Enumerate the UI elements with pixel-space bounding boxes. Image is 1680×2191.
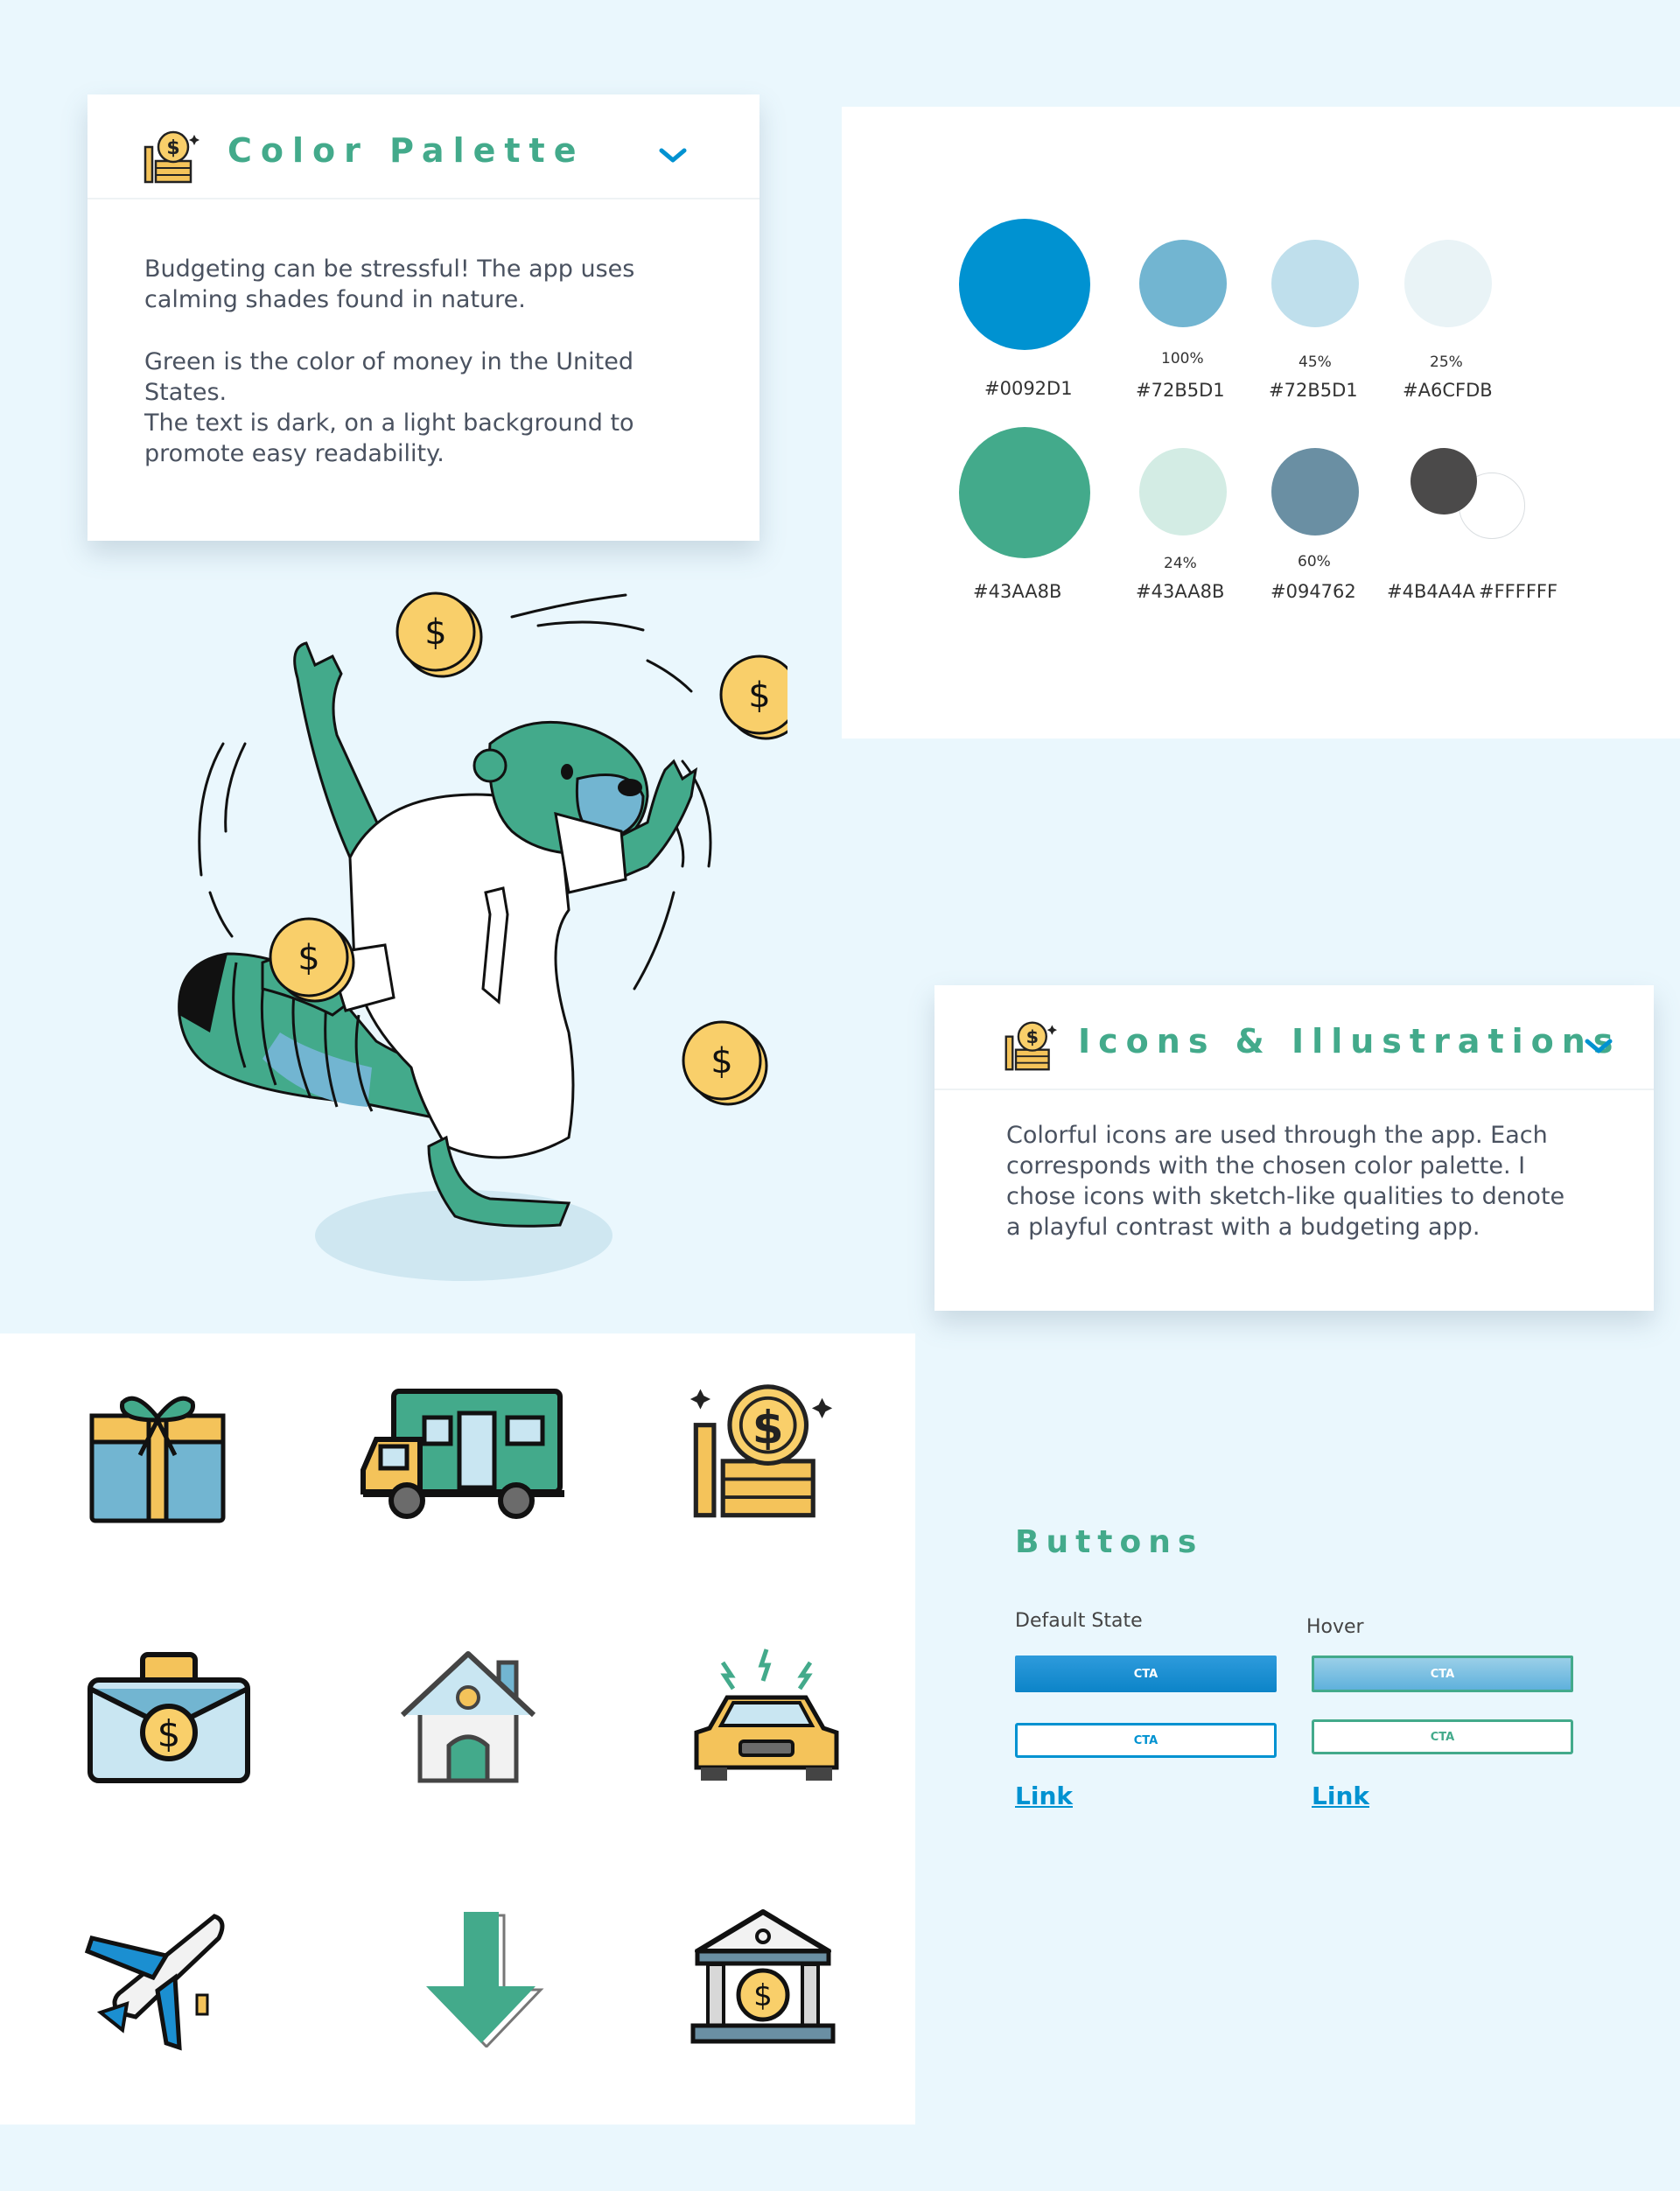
svg-text:$: $ (1026, 1026, 1040, 1048)
icons-paragraph: Colorful icons are used through the app. Each corresponds with the chosen color palette. I chose icons with sketch-like qualities to denote a playful contrast with a budgeting app. (1006, 1122, 1565, 1241)
palette-paragraph-2: Green is the color of money in the United States. (144, 348, 634, 406)
coin-stack-icon (1003, 1018, 1057, 1073)
swatch-label: #0092D1 (984, 378, 1073, 399)
swatch-label: #43AA8B (973, 581, 1062, 602)
swatch-dark-gray (1410, 448, 1477, 514)
icons-illustrations-header[interactable] (934, 985, 1654, 1090)
svg-text:$: $ (748, 676, 771, 716)
swatch-primary-green (959, 427, 1090, 558)
swatch-label: #72B5D1 (1269, 380, 1358, 401)
swatch-faint-blue (1404, 240, 1492, 327)
dollar-coin-icon (683, 1022, 766, 1104)
chevron-down-icon[interactable] (658, 147, 688, 164)
airplane-icon (83, 1903, 232, 2052)
swatch-label: #72B5D1 (1136, 380, 1225, 401)
cta-button-outline[interactable]: CTA (1015, 1723, 1277, 1758)
down-arrow-icon (413, 1908, 544, 2048)
swatch-primary-blue (959, 219, 1090, 350)
camper-van-icon (359, 1387, 569, 1527)
buttons-heading: Buttons (1015, 1524, 1204, 1560)
swatch-percent: 45% (1298, 354, 1332, 371)
svg-text:$: $ (710, 1041, 733, 1082)
house-icon (398, 1645, 538, 1785)
swatch-label: #43AA8B (1136, 581, 1225, 602)
swatch-label: #094762 (1270, 581, 1356, 602)
hover-state-label: Hover (1306, 1616, 1364, 1638)
swatch-percent: 100% (1161, 350, 1204, 368)
swatch-slate-blue (1271, 448, 1359, 536)
cta-button-outline-hover[interactable]: CTA (1312, 1719, 1573, 1754)
color-palette-header[interactable] (88, 94, 760, 200)
icons-illustrations-card (934, 985, 1654, 1311)
juggling-beaver-illustration (158, 578, 788, 1295)
coin-stack-icon (687, 1376, 836, 1524)
card-title: Icons & Illustrations (1078, 1022, 1621, 1060)
svg-text:$: $ (752, 1402, 784, 1455)
svg-text:$: $ (157, 1712, 181, 1755)
swatch-percent: 25% (1430, 354, 1463, 371)
dollar-coin-icon (397, 593, 481, 676)
palette-paragraph-1: Budgeting can be stressful! The app uses calming shades found in nature. (144, 256, 635, 313)
cta-button-primary-hover[interactable]: CTA (1312, 1656, 1573, 1692)
svg-text:$: $ (424, 612, 447, 653)
card-title: Color Palette (228, 131, 585, 170)
gift-icon (83, 1381, 232, 1530)
svg-text:$: $ (753, 1978, 773, 2013)
default-state-label: Default State (1015, 1610, 1143, 1632)
swatch-light-blue (1139, 240, 1227, 327)
car-icon (688, 1645, 845, 1785)
palette-paragraph-3: The text is dark, on a light background to promote easy readability. (144, 410, 634, 467)
text-link[interactable]: Link (1015, 1782, 1073, 1810)
briefcase-money-icon (86, 1649, 252, 1789)
swatch-percent: 24% (1164, 555, 1197, 572)
svg-text:$: $ (298, 938, 320, 978)
swatch-label: #4B4A4A (1387, 581, 1475, 602)
swatch-percent: 60% (1298, 553, 1331, 570)
dollar-coin-icon (721, 656, 788, 738)
color-palette-card (88, 94, 760, 541)
swatch-pale-green (1139, 448, 1227, 536)
chevron-down-icon[interactable] (1584, 1038, 1614, 1055)
svg-text:$: $ (166, 137, 180, 159)
bank-icon (689, 1903, 837, 2052)
cta-button-primary[interactable]: CTA (1015, 1656, 1277, 1692)
coin-stack-icon (142, 128, 200, 186)
swatch-label: #A6CFDB (1403, 380, 1493, 401)
swatch-pale-blue (1271, 240, 1359, 327)
palette-swatch-panel (842, 107, 1680, 738)
text-link-hover[interactable]: Link (1312, 1782, 1369, 1810)
swatch-label: #FFFFFF (1479, 581, 1558, 602)
